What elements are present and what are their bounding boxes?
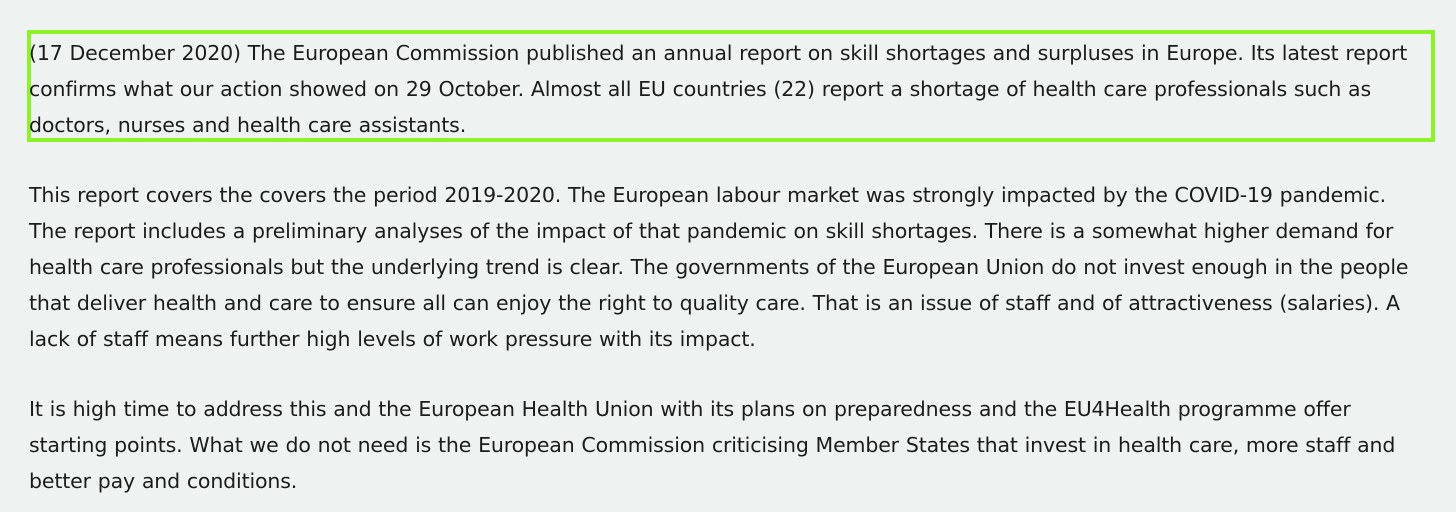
paragraph-intro: (17 December 2020) The European Commission published an annual report on skill shortages and surpluses in Europe. Its latest report confirms what our action showed on 29 October. Almost all EU countries (22) report a shortage of health care professionals such as doctors, nurses and health care assistants. (29, 41, 1408, 137)
paragraph-report-details: This report covers the covers the period 2019-2020. The European labour market was strongly impacted by the COVID-19 pandemic. The report includes a preliminary analyses of the impact of that pandemic on skill shortages. There is a somewhat higher demand for health care professionals but the underlying trend is clear. The governments of the European Union do not invest enough in the people that deliver health and care to ensure all can enjoy the right to quality care. That is an issue of staff and of attractiveness (salaries). A lack of staff means further high levels of work pressure with its impact. (29, 183, 1409, 351)
paragraph-conclusion: It is high time to address this and the European Health Union with its plans on preparedness and the EU4Health programme offer starting points. What we do not need is the European Commission criticising Member States that invest in health care, more staff and better pay and conditions. (29, 397, 1396, 493)
